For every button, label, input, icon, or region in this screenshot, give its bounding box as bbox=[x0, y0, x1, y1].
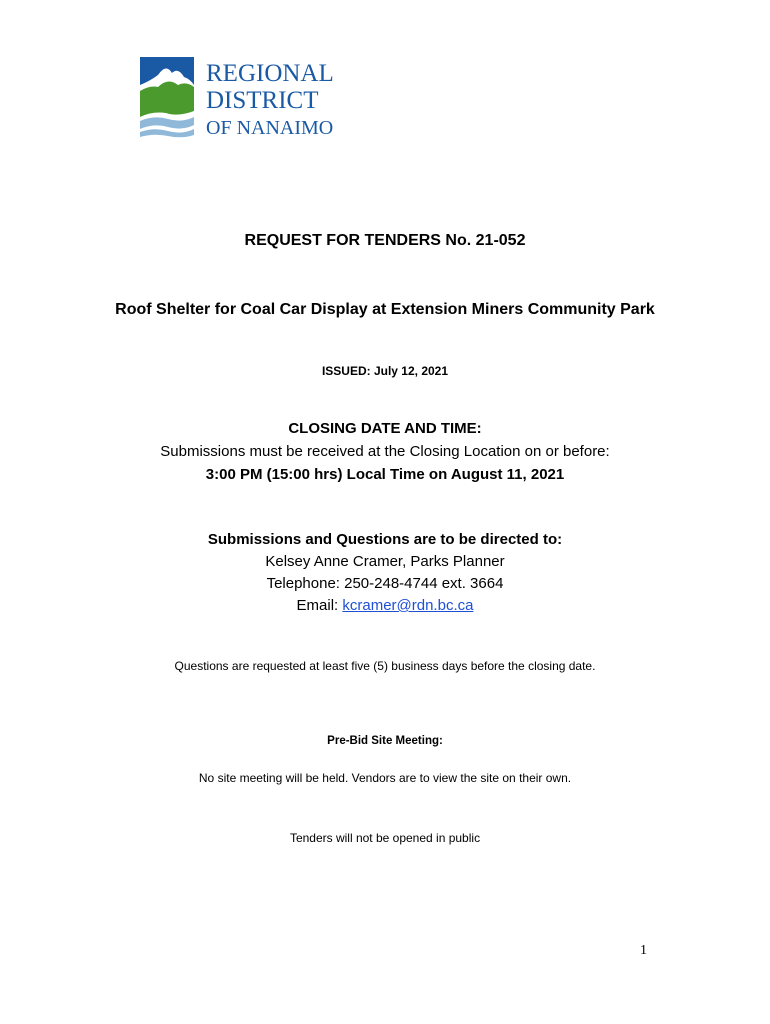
page-number: 1 bbox=[640, 943, 647, 958]
document-title: REQUEST FOR TENDERS No. 21-052 bbox=[244, 232, 526, 249]
prebid-heading: Pre-Bid Site Meeting: bbox=[327, 735, 443, 747]
logo-text-line1: REGIONAL bbox=[206, 60, 334, 87]
logo-water-stripe-1 bbox=[140, 117, 194, 129]
logo-blue-mountain bbox=[140, 57, 194, 85]
closing-text: Submissions must be received at the Closing Location on or before: bbox=[160, 443, 610, 460]
document-subtitle: Roof Shelter for Coal Car Display at Extension Miners Community Park bbox=[115, 301, 655, 318]
questions-note: Questions are requested at least five (5) business days before the closing date. bbox=[174, 659, 596, 673]
regional-district-logo bbox=[138, 55, 338, 139]
closing-time: 3:00 PM (15:00 hrs) Local Time on August 11, 2021 bbox=[205, 466, 565, 483]
issued-date: ISSUED: July 12, 2021 bbox=[321, 364, 449, 378]
logo-text-line3: OF NANAIMO bbox=[206, 117, 334, 139]
contact-email-label: Email: bbox=[296, 597, 343, 614]
contact-email-link[interactable]: kcramer@rdn.bc.ca bbox=[342, 597, 474, 614]
contact-email-line bbox=[0, 597, 770, 614]
contact-name: Kelsey Anne Cramer, Parks Planner bbox=[265, 553, 505, 570]
logo-graphic bbox=[138, 55, 338, 139]
logo-text-line2: DISTRICT bbox=[206, 87, 319, 114]
logo-water-stripe-2 bbox=[140, 129, 194, 137]
contact-phone: Telephone: 250-248-4744 ext. 3664 bbox=[266, 575, 504, 592]
closing-heading: CLOSING DATE AND TIME: bbox=[288, 420, 482, 437]
prebid-text: No site meeting will be held. Vendors are to view the site on their own. bbox=[198, 771, 572, 785]
contact-heading: Submissions and Questions are to be directed to: bbox=[207, 531, 563, 548]
tenders-note: Tenders will not be opened in public bbox=[289, 831, 481, 845]
logo-green-hills bbox=[140, 81, 194, 117]
